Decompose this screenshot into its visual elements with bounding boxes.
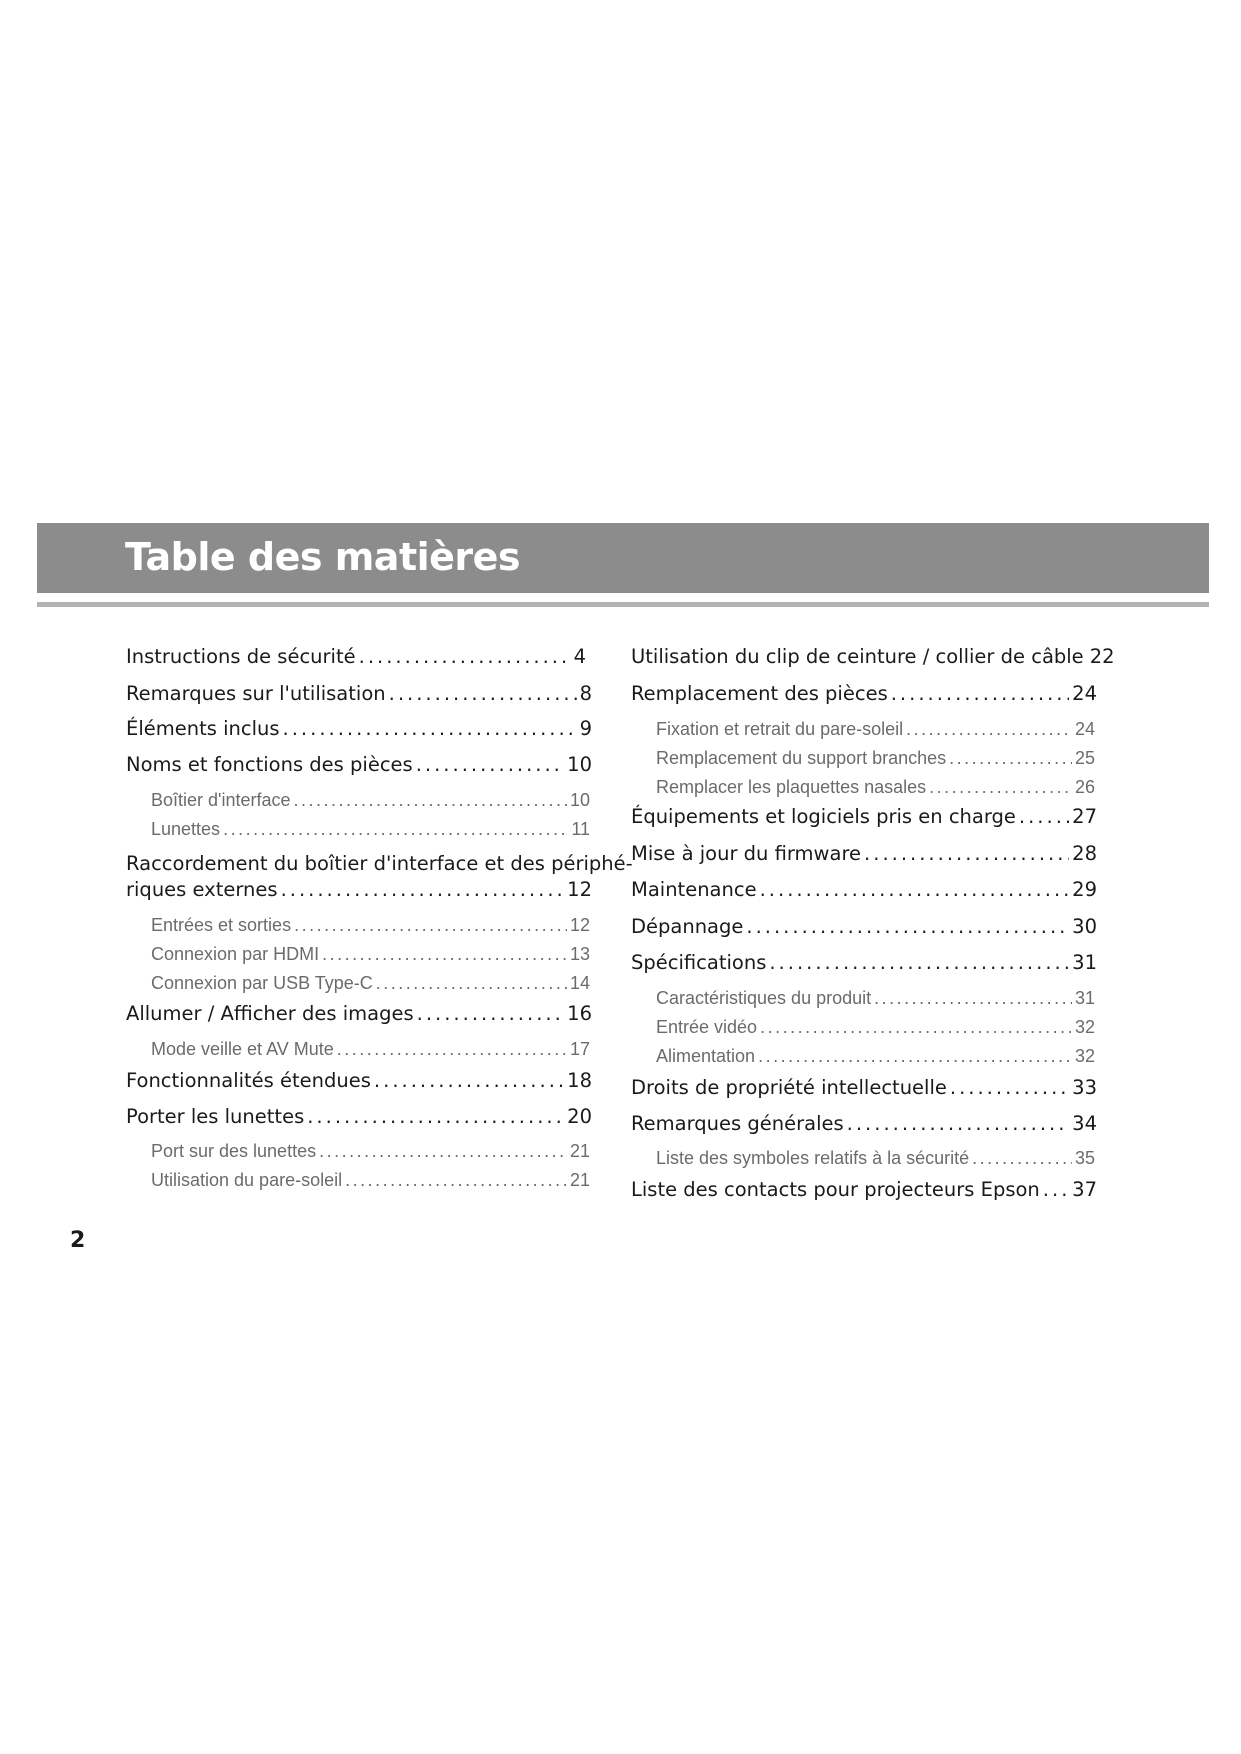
toc-entry-page: 4 [573, 645, 586, 668]
toc-leader-dots [337, 1039, 567, 1060]
toc-entry-title: Maintenance [631, 878, 757, 901]
toc-leader-dots [345, 1170, 567, 1191]
toc-leader-dots [322, 944, 567, 965]
toc-entry-page: 16 [567, 1002, 592, 1025]
toc-entry-page: 30 [1072, 915, 1097, 938]
toc-entry[interactable] [631, 805, 1097, 828]
toc-entry-title: Alimentation [656, 1046, 756, 1066]
toc-leader-dots [294, 915, 567, 936]
toc-entry-title-line1[interactable]: Raccordement du boîtier d'interface et des périphé- [126, 852, 633, 875]
toc-entry-title: Connexion par USB Type-C [151, 973, 373, 993]
toc-leader-dots [906, 719, 1072, 740]
toc-entry-title: Utilisation du clip de ceinture / collier de câble [631, 645, 1084, 668]
toc-entry-title: Instructions de sécurité [126, 645, 356, 668]
toc-entry-page: 31 [1074, 988, 1095, 1008]
toc-entry-title: Porter les lunettes [126, 1105, 305, 1128]
toc-entry-page: 22 [1089, 645, 1115, 668]
toc-entry-page: 17 [569, 1039, 590, 1059]
toc-leader-dots [874, 988, 1072, 1009]
title-band [37, 523, 1209, 593]
toc-entry-page: 9 [579, 717, 592, 740]
toc-subentry[interactable] [656, 988, 1095, 1009]
toc-entry-title: Mode veille et AV Mute [151, 1039, 334, 1059]
toc-entry-page: 8 [579, 682, 592, 705]
toc-subentry[interactable] [151, 819, 590, 840]
toc-entry-page: 29 [1072, 878, 1097, 901]
toc-entry[interactable] [126, 1069, 592, 1092]
toc-entry[interactable] [631, 842, 1097, 865]
toc-entry[interactable] [126, 1105, 592, 1128]
toc-leader-dots [950, 1076, 1069, 1099]
toc-entry[interactable] [631, 1178, 1097, 1201]
toc-entry-page: 10 [567, 753, 592, 776]
toc-subentry[interactable] [151, 1141, 590, 1162]
toc-entry-page: 18 [567, 1069, 592, 1092]
toc-subentry[interactable] [151, 915, 590, 936]
toc-leader-dots [389, 682, 577, 705]
toc-entry-title: Fixation et retrait du pare-soleil [656, 719, 904, 739]
toc-subentry[interactable] [656, 748, 1095, 769]
toc-entry-title: Liste des contacts pour projecteurs Epson [631, 1178, 1040, 1201]
toc-leader-dots [1019, 805, 1069, 828]
toc-entry-title: Remplacer les plaquettes nasales [656, 777, 927, 797]
toc-entry-page: 12 [569, 915, 590, 935]
toc-leader-dots [417, 1002, 565, 1025]
toc-leader-dots [374, 1069, 564, 1092]
toc-entry[interactable] [631, 1076, 1097, 1099]
toc-leader-dots [847, 1112, 1070, 1135]
toc-leader-dots [746, 915, 1069, 938]
toc-entry-title: Éléments inclus [126, 717, 280, 740]
toc-entry[interactable] [631, 682, 1097, 705]
toc-entry-title: Remplacement du support branches [656, 748, 947, 768]
toc-entry-page: 24 [1074, 719, 1095, 739]
toc-entry-title: Mise à jour du firmware [631, 842, 862, 865]
toc-entry-page: 14 [569, 973, 590, 993]
toc-leader-dots [949, 748, 1072, 769]
toc-subentry[interactable] [656, 777, 1095, 798]
toc-entry-title: Remplacement des pièces [631, 682, 888, 705]
toc-entry-page: 13 [569, 944, 590, 964]
toc-leader-dots [769, 951, 1069, 974]
page-number: 2 [70, 1228, 86, 1253]
toc-subentry[interactable] [151, 790, 590, 811]
toc-entry[interactable] [631, 1112, 1097, 1135]
toc-entry-title: Remarques sur l'utilisation [126, 682, 386, 705]
toc-entry-page: 28 [1072, 842, 1097, 865]
toc-entry-page: 10 [569, 790, 590, 810]
toc-leader-dots [223, 819, 568, 840]
toc-entry-title: Droits de propriété intellectuelle [631, 1076, 947, 1099]
toc-entry-title: Boîtier d'interface [151, 790, 291, 810]
toc-entry-title: Caractéristiques du produit [656, 988, 872, 1008]
toc-entry-title: Liste des symboles relatifs à la sécurité [656, 1148, 970, 1168]
toc-entry-page: 20 [567, 1105, 592, 1128]
toc-leader-dots [359, 645, 571, 668]
toc-entry[interactable] [631, 915, 1097, 938]
toc-entry[interactable] [631, 878, 1097, 901]
toc-leader-dots [760, 1017, 1072, 1038]
toc-entry-title: Lunettes [151, 819, 221, 839]
toc-leader-dots [294, 790, 567, 811]
toc-entry[interactable] [126, 717, 592, 740]
toc-leader-dots [281, 878, 565, 901]
toc-entry-title: Allumer / Afficher des images [126, 1002, 414, 1025]
toc-subentry[interactable] [656, 719, 1095, 740]
toc-leader-dots [864, 842, 1069, 865]
toc-entry-title: Dépannage [631, 915, 744, 938]
toc-entry[interactable] [631, 645, 1115, 668]
toc-entry[interactable] [126, 878, 592, 901]
toc-leader-dots [891, 682, 1069, 705]
toc-entry-page: 31 [1072, 951, 1097, 974]
toc-entry[interactable] [126, 1002, 592, 1025]
toc-leader-dots [283, 717, 577, 740]
toc-leader-dots [929, 777, 1072, 798]
toc-entry-title: Entrées et sorties [151, 915, 292, 935]
toc-entry-title: Remarques générales [631, 1112, 844, 1135]
toc-entry-page: 26 [1074, 777, 1095, 797]
toc-entry[interactable] [126, 645, 586, 668]
toc-subentry[interactable] [151, 1039, 590, 1060]
toc-entry-title: Utilisation du pare-soleil [151, 1170, 343, 1190]
toc-entry-page: 24 [1072, 682, 1097, 705]
toc-entry-title: Spécifications [631, 951, 767, 974]
toc-subentry[interactable] [656, 1017, 1095, 1038]
toc-subentry[interactable] [151, 973, 590, 994]
toc-entry-page: 27 [1072, 805, 1097, 828]
toc-leader-dots [758, 1046, 1072, 1067]
toc-entry-title: Port sur des lunettes [151, 1141, 317, 1161]
toc-entry-page: 34 [1072, 1112, 1097, 1135]
toc-entry-page: 21 [569, 1141, 590, 1161]
toc-entry[interactable] [126, 682, 592, 705]
title-divider [37, 602, 1209, 607]
toc-entry-page: 32 [1074, 1017, 1095, 1037]
toc-entry-title: Connexion par HDMI [151, 944, 320, 964]
toc-entry[interactable] [631, 951, 1097, 974]
toc-subentry[interactable] [656, 1148, 1095, 1169]
toc-subentry[interactable] [151, 944, 590, 965]
toc-entry-page: 35 [1074, 1148, 1095, 1168]
toc-entry-title: riques externes [126, 878, 278, 901]
page-title: Table des matières [125, 535, 521, 579]
toc-subentry[interactable] [151, 1170, 590, 1191]
toc-entry-title: Entrée vidéo [656, 1017, 758, 1037]
toc-entry-page: 32 [1074, 1046, 1095, 1066]
toc-subentry[interactable] [656, 1046, 1095, 1067]
toc-entry-page: 33 [1072, 1076, 1097, 1099]
toc-leader-dots [307, 1105, 564, 1128]
toc-leader-dots [376, 973, 567, 994]
toc-leader-dots [1043, 1178, 1069, 1201]
toc-entry[interactable] [126, 753, 592, 776]
toc-entry-page: 21 [569, 1170, 590, 1190]
toc-entry-title: Équipements et logiciels pris en charge [631, 805, 1016, 828]
toc-entry-page: 11 [571, 819, 590, 839]
toc-leader-dots [416, 753, 564, 776]
toc-leader-dots [760, 878, 1070, 901]
toc-entry-title: Noms et fonctions des pièces [126, 753, 413, 776]
toc-entry-page: 37 [1072, 1178, 1097, 1201]
toc-leader-dots [319, 1141, 567, 1162]
toc-leader-dots [972, 1148, 1072, 1169]
toc-entry-title: Fonctionnalités étendues [126, 1069, 371, 1092]
toc-entry-page: 25 [1074, 748, 1095, 768]
toc-entry-page: 12 [567, 878, 592, 901]
